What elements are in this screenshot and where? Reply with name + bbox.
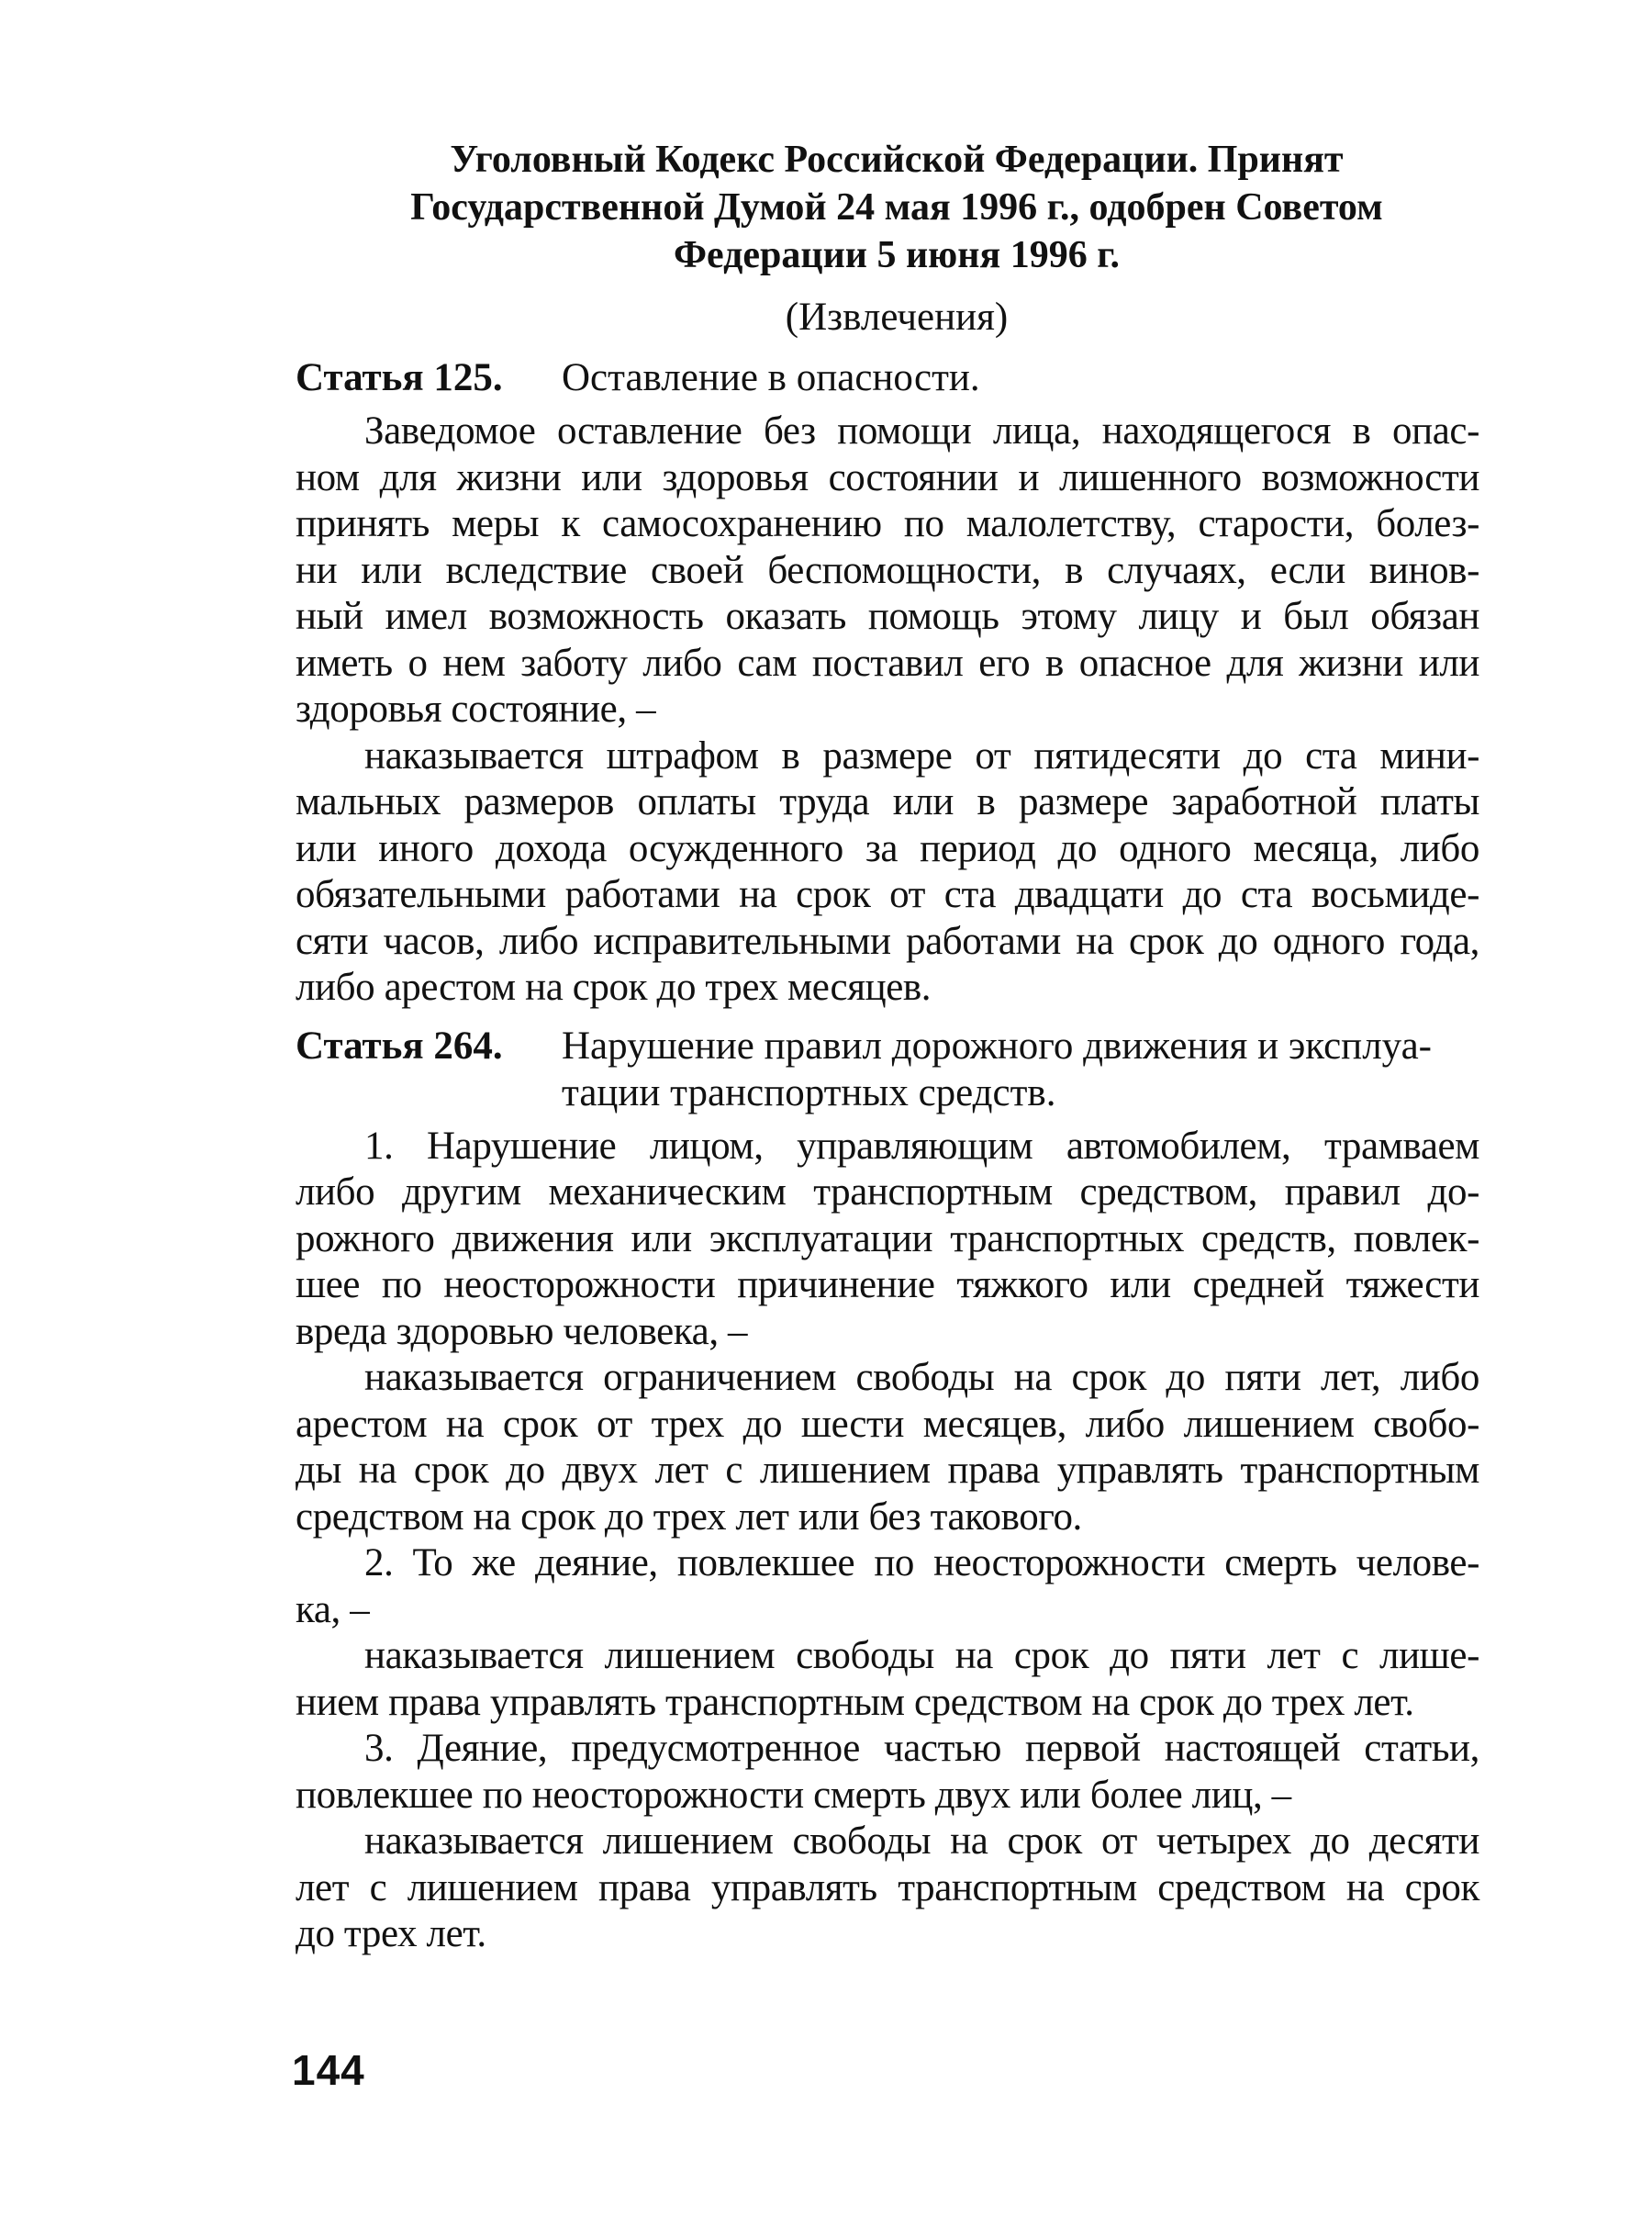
document-title (314, 136, 1479, 279)
text-line: ни или вследствие своей беспомощности, в случаях, если винов- (296, 548, 1479, 592)
title-line: Федерации 5 июня 1996 г. (673, 234, 1121, 276)
title-line: Уголовный Кодекс Российской Федерации. Принят (450, 139, 1344, 181)
article-heading (296, 354, 1479, 401)
text-line: обязательными работами на срок от ста двадцати до ста восьмиде- (296, 873, 1479, 916)
text-line: 3. Деяние, предусмотренное частью первой настоящей статьи, (364, 1727, 1479, 1770)
article-number: Статья 264. (296, 1024, 503, 1068)
text-line: наказывается лишением свободы на срок от четырех до десяти (364, 1819, 1479, 1863)
text-line: принять меры к самосохранению по малолетству, старости, болез- (296, 502, 1479, 545)
text-line: или иного дохода осужденного за период до одного месяца, либо (296, 826, 1479, 870)
spacer (296, 1012, 1479, 1019)
text-line: ды на срок до двух лет с лишением права управлять транспортным (296, 1449, 1479, 1492)
text-line: наказывается штрафом в размере от пятидесяти до ста мини- (364, 733, 1479, 778)
text-line: повлекшее по неосторожности смерть двух или более лиц, – (296, 1773, 1291, 1817)
text-line: 1. Нарушение лицом, управляющим автомобилем, трамваем (364, 1124, 1479, 1168)
article-number: Статья 125. (296, 356, 503, 399)
article-paragraph (296, 1124, 1479, 1356)
article-paragraph (296, 1633, 1479, 1726)
text-line: сяти часов, либо исправительными работами на срок до одного года, (296, 919, 1479, 963)
article-title (562, 1023, 1479, 1116)
text-line: ный имел возможность оказать помощь этому лицу и был обязан (296, 595, 1479, 638)
document-subtitle: (Извлечения) (785, 296, 1009, 339)
text-line: до трех лет. (296, 1912, 486, 1955)
text-line: ка, – (296, 1587, 370, 1631)
article-title-line: Оставление в опасности. (562, 356, 980, 399)
article-title-line: тации транспортных средств. (562, 1070, 1056, 1114)
text-line: средством на срок до трех лет или без такового. (296, 1495, 1082, 1539)
text-line: шее по неосторожности причинение тяжкого или средней тяжести (296, 1263, 1479, 1306)
article-title (562, 354, 1479, 401)
text-line: вреда здоровью человека, – (296, 1309, 748, 1353)
text-line: Заведомое оставление без помощи лица, находящегося в опас- (364, 409, 1479, 453)
text-line: лет с лишением права управлять транспортным средством на срок (296, 1865, 1479, 1909)
page-number: 144 (292, 2046, 365, 2094)
article-paragraph (296, 1355, 1479, 1540)
article-title-line: Нарушение правил дорожного движения и эксплуа- (562, 1024, 1432, 1068)
text-line: либо другим механическим транспортным средством, правил до- (296, 1170, 1479, 1214)
text-line: иметь о нем заботу либо сам поставил его в опасное для жизни или (296, 641, 1479, 685)
text-line: наказывается лишением свободы на срок до пяти лет с лише- (364, 1634, 1479, 1677)
text-line: здоровья состояние, – (296, 688, 656, 731)
text-line: арестом на срок от трех до шести месяцев, либо лишением свобо- (296, 1402, 1479, 1446)
document-page (296, 136, 1479, 1958)
text-line: либо арестом на срок до трех месяцев. (296, 966, 932, 1009)
text-line: нием права управлять транспортным средством на срок до трех лет. (296, 1680, 1414, 1724)
article-paragraph (296, 1726, 1479, 1819)
article-paragraph (296, 1819, 1479, 1958)
title-line: Государственной Думой 24 мая 1996 г., одобрен Советом (410, 186, 1383, 229)
article-heading (296, 1023, 1479, 1116)
text-line: мальных размеров оплаты труда или в размере заработной платы (296, 780, 1479, 823)
text-line: рожного движения или эксплуатации транспортных средств, повлек- (296, 1216, 1479, 1260)
article-paragraph (296, 1540, 1479, 1633)
article-paragraph (296, 409, 1479, 733)
text-line: 2. То же деяние, повлекшее по неосторожности смерть челове- (364, 1541, 1479, 1584)
text-line: ном для жизни или здоровья состоянии и лишенного возможности (296, 455, 1479, 499)
text-line: наказывается ограничением свободы на срок до пяти лет, либо (364, 1356, 1479, 1399)
article-paragraph (296, 733, 1479, 1012)
